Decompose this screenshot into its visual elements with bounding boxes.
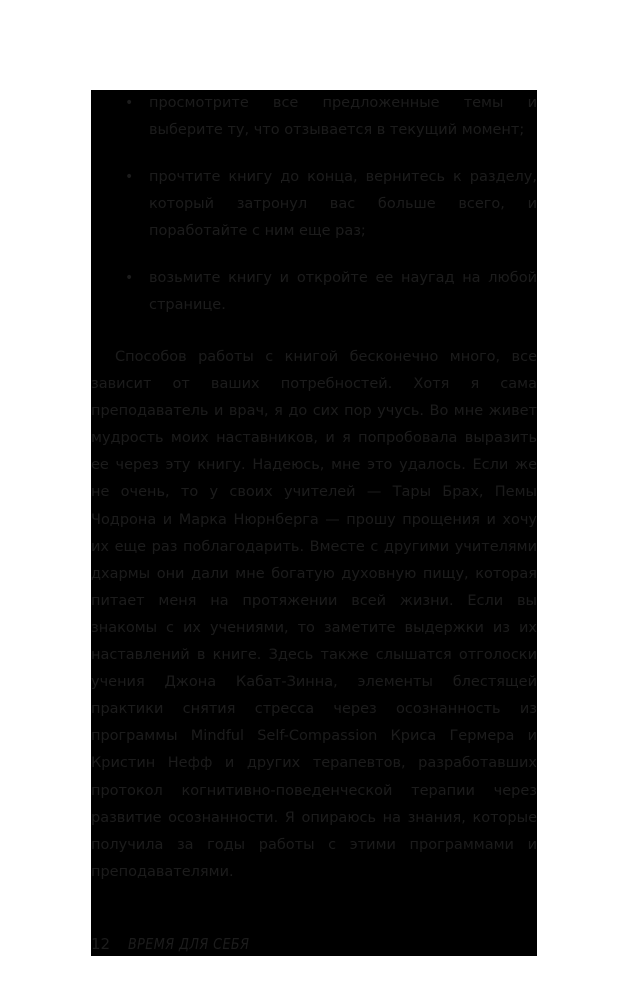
page-footer	[91, 932, 537, 956]
list-item	[91, 265, 537, 319]
body-paragraph: Способов работы с книгой бесконечно много, все зависит от ваших потребностей. Хотя я сама преподаватель и врач, я до сих пор учусь. Во мне живет мудрость моих наставников, и я попробовала выразить ее через эту книгу. Надеюсь, мне это удалось. Если же не очень, то у своих учителей — Тары Брах, Пемы Чодрона и Марка Нюрнберга — прошу прощения и хочу их еще раз поблагодарить. Вместе с другими учителями дхармы они дали мне богатую духовную пищу, которая питает меня на протяжении всей жизни. Если вы знакомы с их учениями, то заметите выдержки из их наставлений в книге. Здесь также слышатся отголоски учения Джона Кабат-Зинна, элементы блестящей практики снятия стресса через осознанность из программы Mindful Self-Compassion Криса Гермера и Кристин Нефф и других терапевтов, разработавших протокол когнитивно-поведенческой терапии через развитие осознанности. Я опираюсь на знания, которые получила за годы работы с этими программами и преподавателями.	[91, 349, 537, 880]
page-number: 12	[91, 935, 111, 953]
list-item	[91, 90, 537, 144]
bullet-dot-icon: •	[125, 270, 134, 286]
page-content-block	[91, 90, 537, 956]
bullet-dot-icon: •	[125, 95, 134, 111]
list-item-text: просмотрите все предложенные темы и выберите ту, что отзывается в текущий момент;	[149, 95, 537, 138]
bullet-dot-icon: •	[125, 169, 134, 185]
bullet-list	[91, 90, 537, 339]
list-item-text: прочтите книгу до конца, вернитесь к разделу, который затронул вас больше всего, и поработайте с ним еще раз;	[149, 169, 537, 239]
list-item	[91, 164, 537, 245]
list-item-text: возьмите книгу и откройте ее наугад на любой странице.	[149, 270, 537, 313]
running-head: ВРЕМЯ ДЛЯ СЕБЯ	[128, 935, 250, 953]
